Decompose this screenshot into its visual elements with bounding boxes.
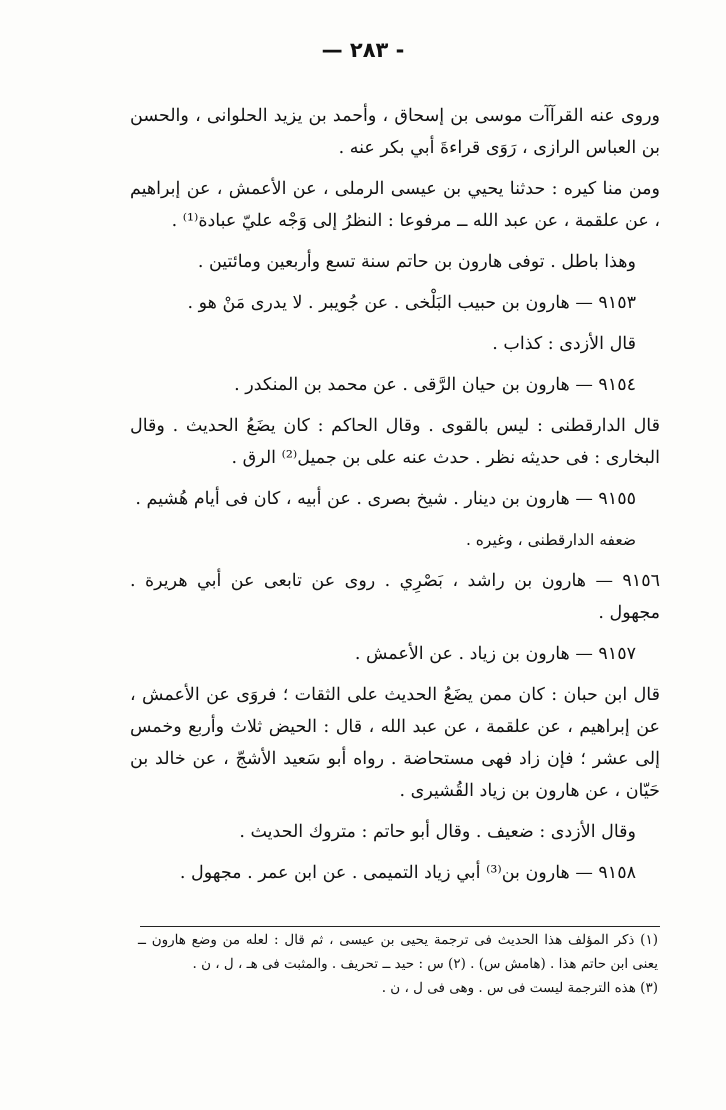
body-text bbox=[130, 100, 660, 898]
entry-9157: ٩١٥٧ — هارون بن زياد . عن الأعمش . bbox=[354, 644, 636, 664]
footnote: (١) ذكر المؤلف هذا الحديث فى ترجمة يحيى بن عيسى ، ثم قال : لعله من وضع هارون ــ يعنى ابن حاتم هذا . (هامش س) . (٢) س : حيد ــ تحريف . والمثبت فى هـ ، ل ، ن . bbox=[138, 932, 658, 972]
paragraph: قال الأزدى : كذاب . bbox=[492, 334, 636, 354]
paragraph: وهذا باطل . توفى هارون بن حاتم سنة تسع وأربعين ومائتين . bbox=[197, 252, 636, 272]
paragraph: قال ابن حبان : كان ممن يضَعُ الحديث على الثقات ؛ فروَى عن الأعمش ، عن إبراهيم ، عن علقمة ، عن عبد الله ، قال : الحيض ثلاث وأربع وخمس إلى عشر ؛ فإن زاد فهى مستحاضة . رواه أبو سَعيد الأشجّ ، عن خالد بن حَيّان ، عن هارون بن زياد القُشيرى . bbox=[130, 685, 660, 801]
entry-9155: ٩١٥٥ — هارون بن دينار . شيخ بصرى . عن أبيه ، كان فى أيام هُشيم . bbox=[135, 489, 636, 509]
paragraph: ومن منا كيره : حدثنا يحيي بن عيسى الرملى ، عن الأعمش ، عن إبراهيم ، عن علقمة ، عن عبد الله ــ مرفوعا : النظرُ إلى وَجْه عليّ عبادة⁽¹⁾ . bbox=[130, 179, 660, 231]
footnote-divider bbox=[140, 926, 660, 927]
entry-9156: ٩١٥٦ — هارون بن راشد ، بَصْرِي . روى عن تابعى عن أبي هريرة . مجهول . bbox=[130, 571, 660, 623]
footnote: (٣) هذه الترجمة ليست فى س . وهى فى ل ، ن . bbox=[381, 980, 658, 996]
paragraph: وقال الأزدى : ضعيف . وقال أبو حاتم : متروك الحديث . bbox=[239, 822, 636, 842]
entry-9158: ٩١٥٨ — هارون بن⁽³⁾ أبي زياد التميمى . عن ابن عمر . مجهول . bbox=[179, 863, 636, 883]
paragraph: قال الدارقطنى : ليس بالقوى . وقال الحاكم : كان يضَعُ الحديث . وقال البخارى : فى حديثه نظر . حدث عنه على بن جميل⁽²⁾ الرق . bbox=[130, 416, 660, 468]
footnotes bbox=[138, 928, 658, 1000]
entry-9153: ٩١٥٣ — هارون بن حبيب البَلْخى . عن جُويبر . لا يدرى مَنْ هو . bbox=[187, 293, 636, 313]
paragraph: ضعفه الدارقطنى ، وغيره . bbox=[465, 531, 636, 549]
entry-9154: ٩١٥٤ — هارون بن حيان الرَّقى . عن محمد بن المنكدر . bbox=[234, 375, 636, 395]
paragraph: وروى عنه القرآآت موسى بن إسحاق ، وأحمد بن يزيد الحلوانى ، والحسن بن العباس الرازى ، رَوَى قراءةَ أبي بكر عنه . bbox=[130, 106, 660, 158]
page-number: — ٢٨٣ - bbox=[321, 38, 405, 62]
